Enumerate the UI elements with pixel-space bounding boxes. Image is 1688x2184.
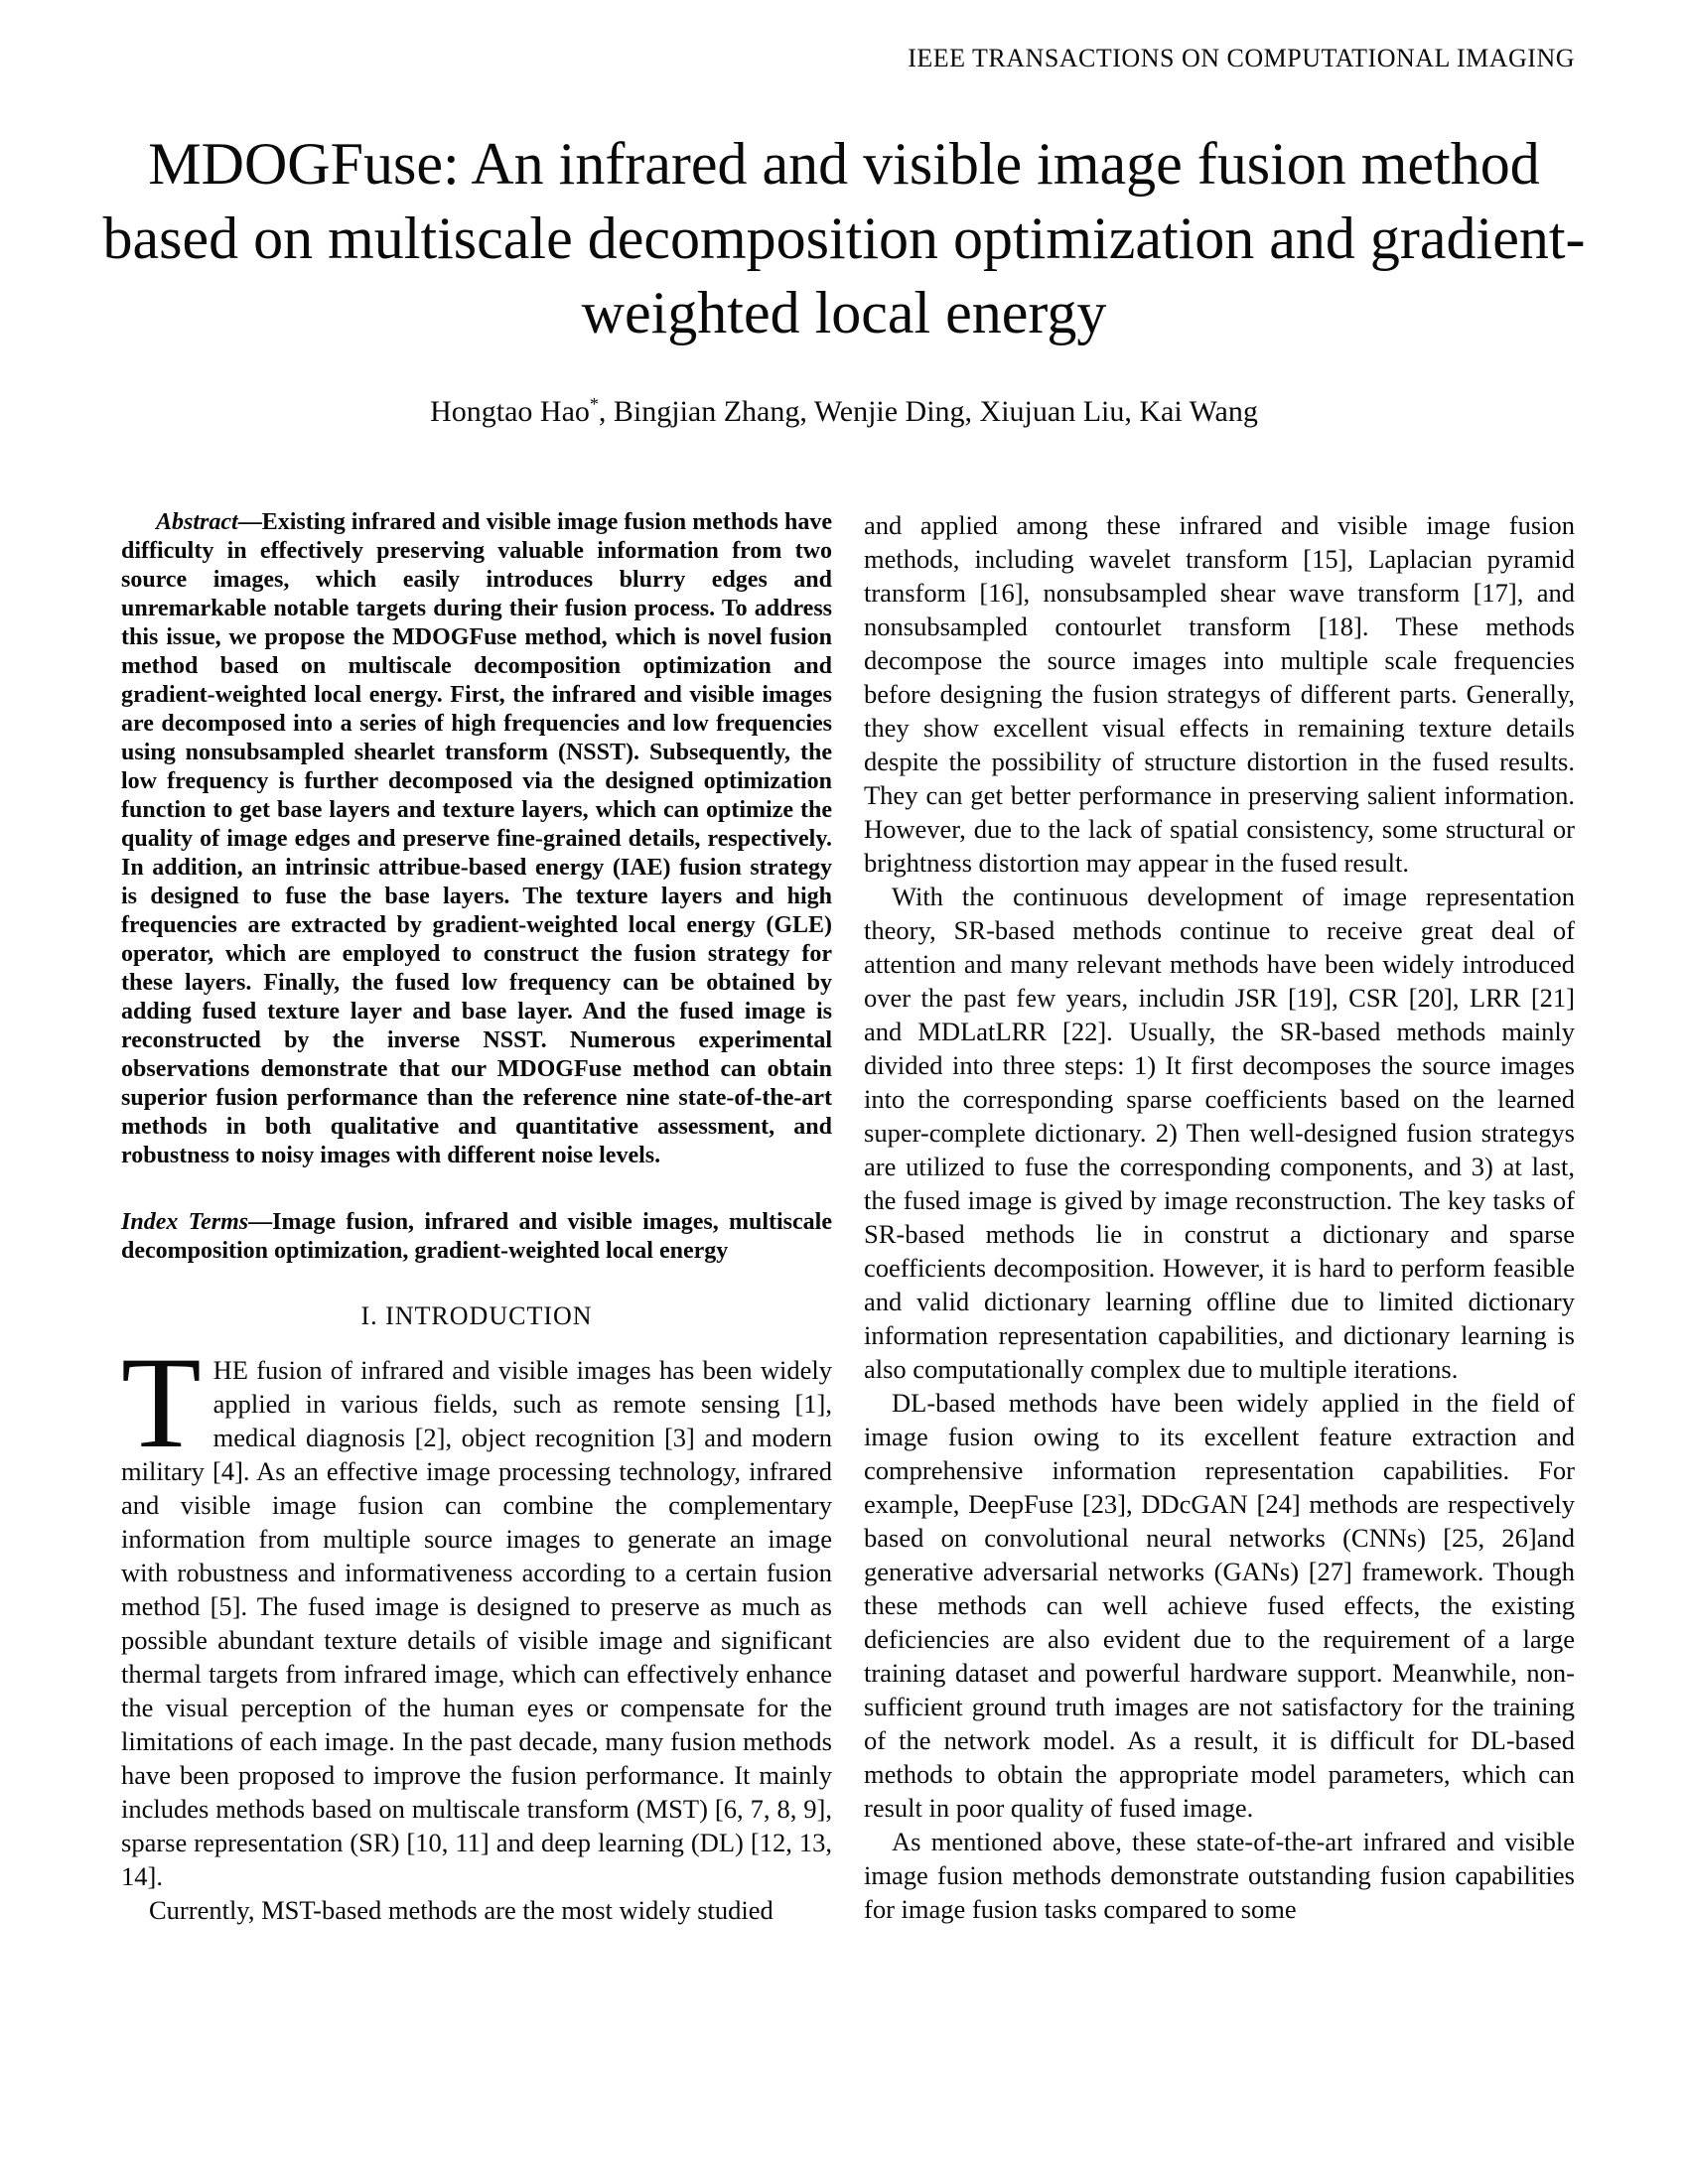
running-head [121, 44, 1575, 73]
intro-paragraph-3: With the continuous development of image representation theory, SR-based methods continue to receive great deal of attention and many relevant methods have been widely introduced over the past few years, includin JSR [19], CSR [20], LRR [21] and MDLatLRR [22]. Usually, the SR-based methods mainly divided into three steps: 1) It first decomposes the source images into the corresponding sparse coefficients based on the learned super-complete dictionary. 2) Then well-designed fusion strategys are utilized to fuse the corresponding components, and 3) at last, the fused image is gived by image reconstruction. The key tasks of SR-based methods lie in construt a dictionary and sparse coefficients decomposition. However, it is hard to perform feasible and valid dictionary learning offline due to limited dictionary information representation capabilities, and dictionary learning is also computationally complex due to multiple iterations. [864, 882, 1575, 1384]
left-column [121, 508, 832, 1927]
intro-paragraph-5: As mentioned above, these state-of-the-art infrared and visible image fusion methods demonstrate outstanding fusion capabilities for image fusion tasks compared to some [864, 1827, 1575, 1924]
corresponding-author-mark: * [589, 394, 599, 414]
dropcap-letter: T [121, 1329, 202, 1475]
intro-paragraph-1 [121, 1329, 832, 1893]
abstract-paragraph [121, 508, 832, 1170]
index-terms-text: —Image fusion, infrared and visible images, multiscale decomposition optimization, gradient-weighted local energy [121, 1209, 832, 1264]
journal-name: IEEE TRANSACTIONS ON COMPUTATIONAL IMAGING [908, 44, 1575, 72]
right-column [864, 508, 1575, 1927]
authors-rest: , Bingjian Zhang, Wenjie Ding, Xiujuan Liu, Kai Wang [598, 395, 1258, 428]
section-heading-introduction: I. INTRODUCTION [360, 1301, 593, 1330]
intro-paragraph-2-continuation: and applied among these infrared and visible image fusion methods, including wavelet transform [15], Laplacian pyramid transform [16], nonsubsampled shear wave transform [17], and nonsubsampled contourlet transform [18]. These methods decompose the source images into multiple scale frequencies before designing the fusion strategys of different parts. Generally, they show excellent visual effects in remaining texture details despite the possibility of structure distortion in the fused results. They can get better performance in preserving salient information. However, due to the lack of spatial consistency, some structural or brightness distortion may appear in the fused result. [864, 510, 1575, 878]
intro-paragraph-1-text: HE fusion of infrared and visible images has been widely applied in various fields, such as remote sensing [1], medical diagnosis [2], object recognition [3] and modern military [4]. As an effective image processing technology, infrared and visible image fusion can combine the complementary information from multiple source images to generate an image with robustness and informativeness according to a certain fusion method [5]. The fused image is designed to preserve as much as possible abundant texture details of visible image and significant thermal targets from infrared image, which can effectively enhance the visual perception of the human eyes or compensate for the limitations of each image. In the past decade, many fusion methods have been proposed to improve the fusion performance. It mainly includes methods based on multiscale transform (MST) [6, 7, 8, 9], sparse representation (SR) [10, 11] and deep learning (DL) [12, 13, 14]. [121, 1355, 832, 1891]
index-terms-paragraph [121, 1208, 832, 1266]
authors-line [0, 395, 1688, 429]
intro-paragraph-2: Currently, MST-based methods are the most widely studied [149, 1895, 774, 1925]
paper-title: MDOGFuse: An infrared and visible image fusion method based on multiscale decomposition optimization and gradient-weighted local energy [102, 131, 1586, 345]
abstract-label: Abstract [156, 509, 238, 535]
index-terms-label: Index Terms [121, 1209, 249, 1235]
abstract-text: —Existing infrared and visible image fusion methods have difficulty in effectively preserving valuable information from two source images, which easily introduces blurry edges and unremarkable notable targets during their fusion process. To address this issue, we propose the MDOGFuse method, which is novel fusion method based on multiscale decomposition optimization and gradient-weighted local energy. First, the infrared and visible images are decomposed into a series of high frequencies and low frequencies using nonsubsampled shearlet transform (NSST). Subsequently, the low frequency is further decomposed via the designed optimization function to get base layers and texture layers, which can optimize the quality of image edges and preserve fine-grained details, respectively. In addition, an intrinsic attribue-based energy (IAE) fusion strategy is designed to fuse the base layers. The texture layers and high frequencies are extracted by gradient-weighted local energy (GLE) operator, which are employed to construct the fusion strategy for these layers. Finally, the fused low frequency can be obtained by adding fused texture layer and base layer. And the fused image is reconstructed by the inverse NSST. Numerous experimental observations demonstrate that our MDOGFuse method can obtain superior fusion performance than the reference nine state-of-the-art methods in both qualitative and quantitative assessment, and robustness to noisy images with different noise levels. [121, 509, 832, 1168]
author-lead: Hongtao Hao [430, 395, 590, 428]
two-column-body [121, 508, 1575, 1927]
intro-paragraph-4: DL-based methods have been widely applied in the field of image fusion owing to its excellent feature extraction and comprehensive information representation capabilities. For example, DeepFuse [23], DDcGAN [24] methods are respectively based on convolutional neural networks (CNNs) [25, 26]and generative adversarial networks (GANs) [27] framework. Though these methods can well achieve fused effects, the existing deficiencies are also evident due to the requirement of a large training dataset and powerful hardware support. Meanwhile, non-sufficient ground truth images are not satisfactory for the training of the network model. As a result, it is difficult for DL-based methods to obtain the appropriate model parameters, which can result in poor quality of fused image. [864, 1388, 1575, 1823]
